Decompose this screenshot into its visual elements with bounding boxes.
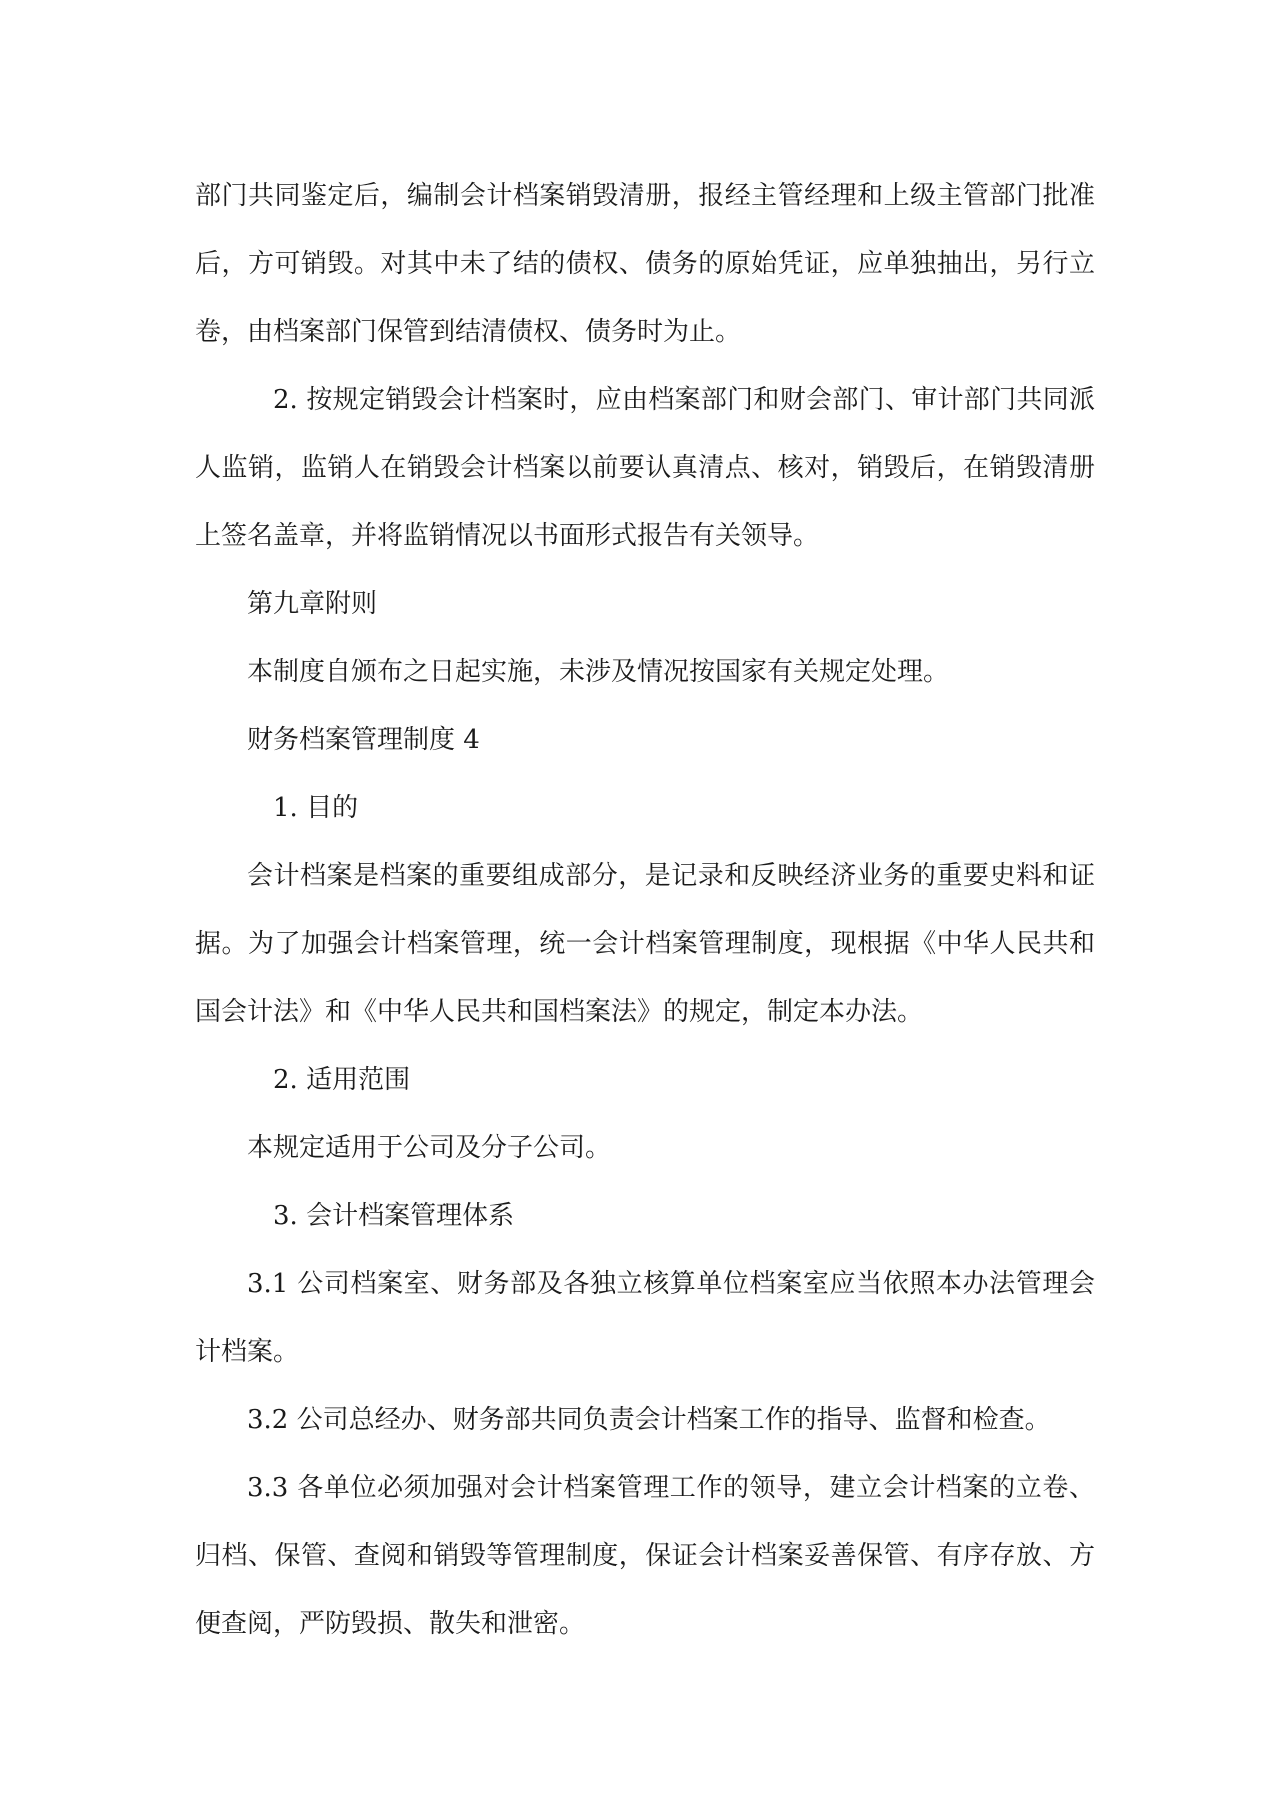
paragraph-3-2: 3.2 公司总经办、财务部共同负责会计档案工作的指导、监督和检查。 xyxy=(247,1405,1051,1435)
paragraph-effective-date: 本制度自颁布之日起实施，未涉及情况按国家有关规定处理。 xyxy=(247,657,950,687)
paragraph-scope: 本规定适用于公司及分子公司。 xyxy=(247,1133,612,1163)
paragraph-3-1: 3.1 公司档案室、财务部及各独立核算单位档案室应当依照本办法管理会计档案。 xyxy=(195,1269,1095,1367)
document-body xyxy=(195,162,1095,1658)
chapter-heading-supplementary: 第九章附则 xyxy=(247,589,378,619)
paragraph-3-3: 3.3 各单位必须加强对会计档案管理工作的领导，建立会计档案的立卷、归档、保管、查阅和销毁等管理制度，保证会计档案妥善保管、有序存放、方便查阅，严防毁损、散失和泄密。 xyxy=(195,1473,1095,1639)
heading-management-system: 3. 会计档案管理体系 xyxy=(273,1201,515,1231)
heading-purpose: 1. 目的 xyxy=(273,793,359,823)
paragraph-destruction-approval: 部门共同鉴定后，编制会计档案销毁清册，报经主管经理和上级主管部门批准后，方可销毁。对其中未了结的债权、债务的原始凭证，应单独抽出，另行立卷，由档案部门保管到结清债权、债务时为止。 xyxy=(195,181,1095,347)
heading-scope: 2. 适用范围 xyxy=(273,1065,411,1095)
paragraph-purpose: 会计档案是档案的重要组成部分，是记录和反映经济业务的重要史料和证据。为了加强会计档案管理，统一会计档案管理制度，现根据《中华人民共和国会计法》和《中华人民共和国档案法》的规定，制定本办法。 xyxy=(195,861,1095,1027)
section-title-system-4: 财务档案管理制度 4 xyxy=(247,725,480,755)
paragraph-destruction-supervision: 2. 按规定销毁会计档案时，应由档案部门和财会部门、审计部门共同派人监销，监销人在销毁会计档案以前要认真清点、核对，销毁后，在销毁清册上签名盖章，并将监销情况以书面形式报告有关领导。 xyxy=(195,385,1095,551)
